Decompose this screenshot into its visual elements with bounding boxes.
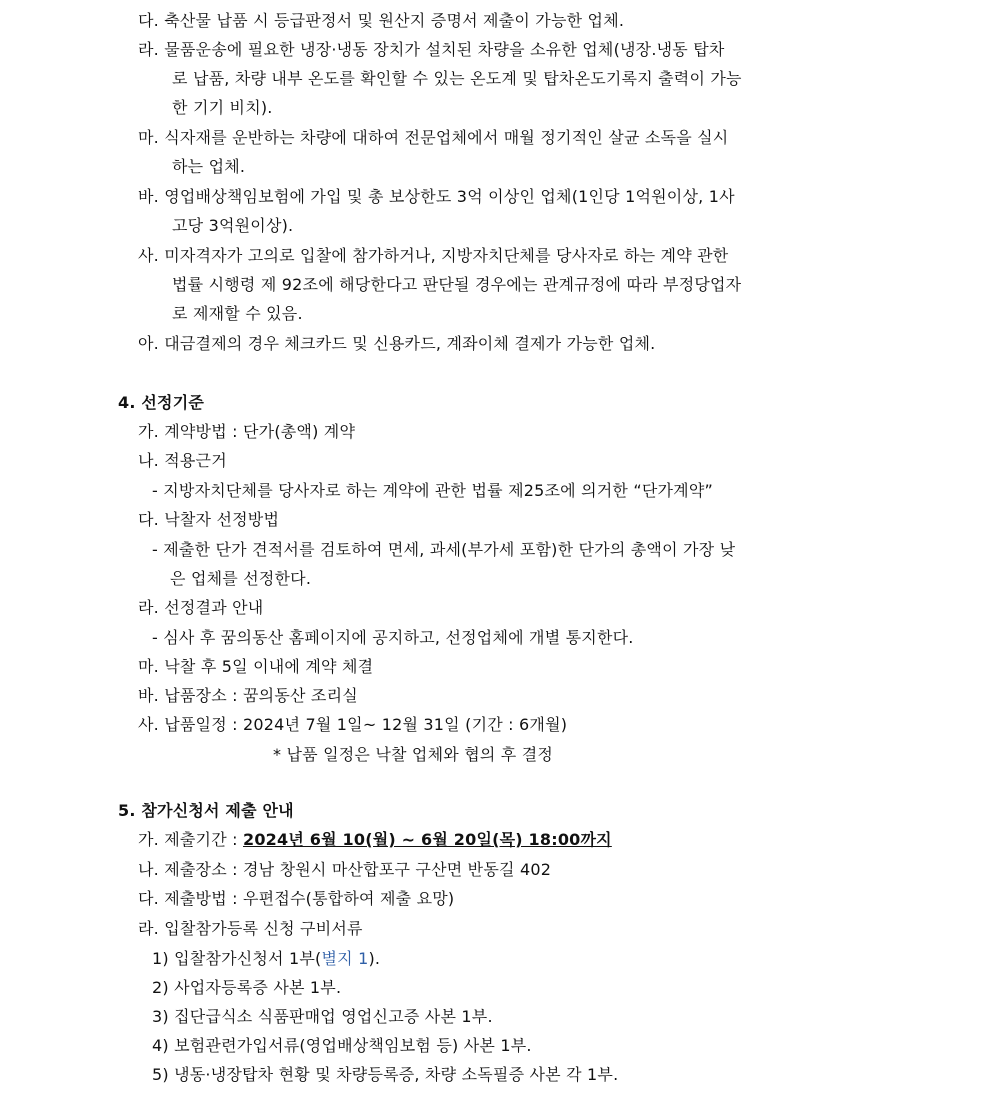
section4-item-ma: 마. 낙찰 후 5일 이내에 계약 체결: [138, 657, 374, 676]
section5-item-ga: [138, 829, 612, 851]
appendix-1-link[interactable]: 별지 1: [321, 949, 369, 968]
section3-item-sa: 사. 미자격자가 고의로 입찰에 참가하거나, 지방자치단체를 당사자로 하는 계약 관한: [138, 246, 729, 265]
section4-item-na-detail: - 지방자치단체를 당사자로 하는 계약에 관한 법률 제25조에 의거한 “단가계약”: [152, 481, 713, 500]
section4-heading: 4. 선정기준: [118, 393, 205, 412]
section4-item-da-detail-cont: 은 업체를 선정한다.: [170, 569, 312, 588]
section5-item-na: 나. 제출장소 : 경남 창원시 마산합포구 구산면 반동길 402: [138, 860, 552, 879]
required-document-2: 2) 사업자등록증 사본 1부.: [152, 978, 342, 997]
required-document-5: 5) 냉동·냉장탑차 현황 및 차량등록증, 차량 소독필증 사본 각 1부.: [152, 1065, 619, 1084]
section3-item-ma-cont: 하는 업체.: [172, 157, 246, 176]
section4-item-ga: 가. 계약방법 : 단가(총액) 계약: [138, 422, 356, 441]
submission-period-value: 2024년 6월 10(월) ~ 6월 20일(목) 18:00까지: [243, 830, 612, 849]
section3-item-ra-cont: 한 기기 비치).: [172, 98, 273, 117]
section4-item-ra: 라. 선정결과 안내: [138, 598, 264, 617]
section3-item-sa-cont: 법률 시행령 제 92조에 해당한다고 판단될 경우에는 관계규정에 따라 부정당업자: [172, 275, 742, 294]
section4-item-ba: 바. 납품장소 : 꿈의동산 조리실: [138, 686, 358, 705]
required-document-1: [152, 948, 380, 970]
section3-item-ra: 라. 물품운송에 필요한 냉장·냉동 장치가 설치된 차량을 소유한 업체(냉장.냉동 탑차: [138, 40, 725, 59]
section4-item-na: 나. 적용근거: [138, 451, 227, 470]
required-document-1-suffix: ).: [368, 949, 381, 968]
section3-item-ba-cont: 고당 3억원이상).: [172, 216, 294, 235]
section4-item-da-detail: - 제출한 단가 견적서를 검토하여 면세, 과세(부가세 포함)한 단가의 총액이 가장 낮: [152, 540, 736, 559]
section3-item-ma: 마. 식자재를 운반하는 차량에 대하여 전문업체에서 매월 정기적인 살균 소독을 실시: [138, 128, 729, 147]
required-document-3: 3) 집단급식소 식품판매업 영업신고증 사본 1부.: [152, 1007, 493, 1026]
section4-item-sa-note: * 납품 일정은 낙찰 업체와 협의 후 결정: [273, 745, 554, 764]
required-document-4: 4) 보험관련가입서류(영업배상책임보험 등) 사본 1부.: [152, 1036, 532, 1055]
section5-item-da: 다. 제출방법 : 우편접수(통합하여 제출 요망): [138, 889, 455, 908]
section3-item-a: 아. 대금결제의 경우 체크카드 및 신용카드, 계좌이체 결제가 가능한 업체.: [138, 334, 656, 353]
section3-item-da: 다. 축산물 납품 시 등급판정서 및 원산지 증명서 제출이 가능한 업체.: [138, 11, 625, 30]
submission-period-label: 가. 제출기간 :: [138, 830, 244, 849]
section3-item-sa-cont: 로 제재할 수 있음.: [172, 304, 303, 323]
section3-item-ra-cont: 로 납품, 차량 내부 온도를 확인할 수 있는 온도계 및 탑차온도기록지 출력이 가능: [172, 69, 742, 88]
section3-item-ba: 바. 영업배상책임보험에 가입 및 총 보상한도 3억 이상인 업체(1인당 1억원이상, 1사: [138, 187, 735, 206]
section5-item-ra: 라. 입찰참가등록 신청 구비서류: [138, 919, 363, 938]
section4-item-sa: 사. 납품일정 : 2024년 7월 1일~ 12월 31일 (기간 : 6개월): [138, 715, 568, 734]
required-document-1-text: 1) 입찰참가신청서 1부(: [152, 949, 322, 968]
section4-item-da: 다. 낙찰자 선정방법: [138, 510, 280, 529]
section5-heading: 5. 참가신청서 제출 안내: [118, 801, 294, 820]
section4-item-ra-detail: - 심사 후 꿈의동산 홈페이지에 공지하고, 선정업체에 개별 통지한다.: [152, 628, 634, 647]
